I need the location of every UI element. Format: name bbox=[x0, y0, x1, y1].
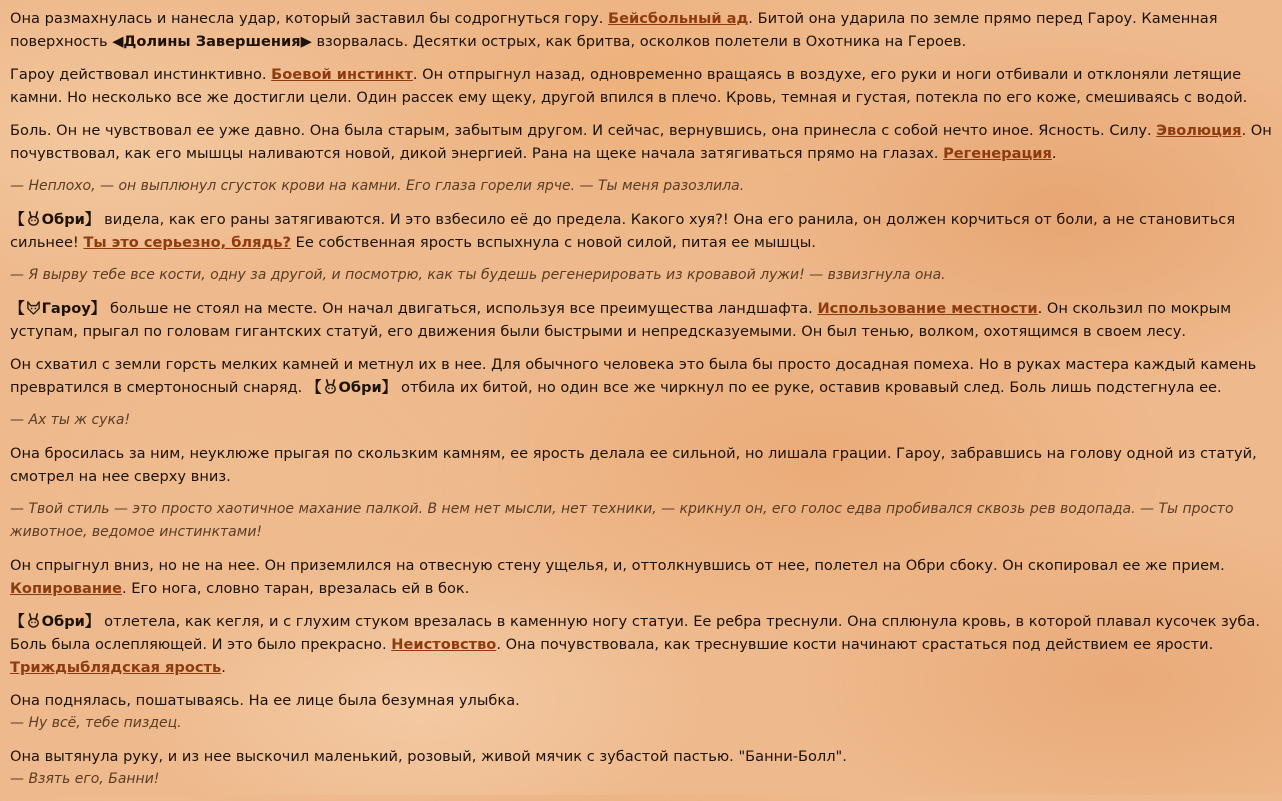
dialogue-line: — Я вырву тебе все кости, одну за другой, и посмотрю, как ты будешь регенерировать из кровавой лужи! — взвизгнула она. bbox=[10, 267, 946, 283]
dialogue-line: — Твой стиль — это просто хаотичное махание палкой. В нем нет мысли, нет техники, — крикнул он, его голос едва пробивался сквозь рев водопада. — Ты просто животное, ведомое инстинктами! bbox=[10, 501, 1234, 540]
character-tag-aubrey: 【 Обри】 bbox=[306, 379, 397, 396]
location-name: ◀Долины Завершения▶ bbox=[112, 33, 312, 50]
bunny-icon bbox=[26, 613, 41, 628]
skill-link-regeneration[interactable]: Регенерация bbox=[943, 145, 1052, 162]
skill-link-battle-instinct[interactable]: Боевой инстинкт bbox=[271, 66, 413, 83]
paragraph-5: 【 Гароу】 больше не стоял на месте. Он начал двигаться, используя все преимущества ландшафта. Использование местности. Он скользил по мокрым уступам, прыгал по головам гигантских статуй, его движения были быстрыми и непредсказуемыми. Он был тенью, волком, охотящимся в своем лесу. bbox=[10, 300, 1232, 340]
paragraph-7: Она бросилась за ним, неуклюже прыгая по скользким камням, ее ярость делала ее сильной, но лишала грации. Гароу, забравшись на голову одной из статуй, смотрел на нее сверху вниз. bbox=[10, 445, 1257, 485]
paragraph-1: Она размахнулась и нанесла удар, который заставил бы содрогнуться гору. Бейсбольный ад. Битой она ударила по земле прямо перед Гароу. Каменная поверхность ◀Долины Завершения▶ взорвалась. Десятки острых, как бритва, осколков полетели в Охотника на Героев. bbox=[10, 10, 1218, 50]
paragraph-6: Он схватил с земли горсть мелких камней и метнул их в нее. Для обычного человека это была бы просто досадная помеха. Но в руках мастера каждый камень превратился в смертоносный снаряд. 【 Обри】 отбила их битой, но один все же чиркнул по ее руке, оставив кровавый след. Боль лишь подстегнула ее. bbox=[10, 356, 1257, 396]
dialogue-line: — Ах ты ж сука! bbox=[10, 412, 131, 428]
skill-link-baseball-hell[interactable]: Бейсбольный ад bbox=[608, 10, 749, 27]
skill-link-seriously[interactable]: Ты это серьезно, блядь? bbox=[83, 234, 291, 251]
story-text bbox=[10, 7, 1272, 801]
skill-link-evolution[interactable]: Эволюция bbox=[1156, 122, 1242, 139]
skill-link-frenzy[interactable]: Неистовство bbox=[391, 636, 497, 653]
paragraph-11: Она вытянула руку, и из нее выскочил маленький, розовый, живой мячик с зубастой пастью. "Банни-Болл". bbox=[10, 748, 847, 765]
paragraph-2: Гароу действовал инстинктивно. Боевой инстинкт. Он отпрыгнул назад, одновременно вращаясь в воздухе, его руки и ноги отбивали и отклоняли летящие камни. Но несколько все же достигли цели. Один рассек ему щеку, другой впился в плечо. Кровь, темная и густая, потекла по его коже, смешиваясь с водой. bbox=[10, 66, 1248, 106]
paragraph-4: 【 Обри】 видела, как его раны затягиваются. И это взбесило её до предела. Какого хуя?! Она его ранила, он должен корчиться от боли, а не становиться сильнее! Ты это серьезно, блядь? Ее собственная ярость вспыхнула с новой силой, питая ее мышцы. bbox=[10, 211, 1236, 251]
paragraph-8: Он спрыгнул вниз, но не на нее. Он приземлился на отвесную стену ущелья, и, оттолкнувшись от нее, полетел на Обри сбоку. Он скопировал ее же прием. Копирование. Его нога, словно таран, врезалась ей в бок. bbox=[10, 557, 1225, 597]
paragraph-9: 【 Обри】 отлетела, как кегля, и с глухим стуком врезалась в каменную ногу статуи. Ее ребра треснули. Она сплюнула кровь, в которой плавал кусочек зуба. Боль была ослепляющей. И это было прекрасно. Неистовство. Она почувствовала, как треснувшие кости начинают срастаться под действием ее ярости. Триждыблядская ярость. bbox=[10, 613, 1261, 676]
character-tag-aubrey: 【 Обри】 bbox=[10, 613, 100, 630]
dialogue-line: — Ну всё, тебе пиздец. bbox=[10, 715, 182, 731]
wolf-icon bbox=[26, 300, 41, 315]
bunny-icon bbox=[26, 211, 41, 226]
skill-link-copy[interactable]: Копирование bbox=[10, 580, 123, 597]
paragraph-3: Боль. Он не чувствовал ее уже давно. Она была старым, забытым другом. И сейчас, вернувшись, она принесла с собой нечто иное. Ясность. Силу. Эволюция. Он почувствовал, как его мышцы наливаются новой, дикой энергией. Рана на щеке начала затягиваться прямо на глазах. Регенерация. bbox=[10, 122, 1272, 162]
character-tag-garou: 【 Гароу】 bbox=[10, 300, 106, 317]
bunny-icon bbox=[323, 379, 338, 394]
dialogue-line: — Взять его, Банни! bbox=[10, 771, 160, 787]
character-tag-aubrey: 【 Обри】 bbox=[10, 211, 100, 228]
paragraph-10: Она поднялась, пошатываясь. На ее лице была безумная улыбка. bbox=[10, 692, 520, 709]
dialogue-line: — Неплохо, — он выплюнул сгусток крови на камни. Его глаза горели ярче. — Ты меня разозлила. bbox=[10, 178, 745, 194]
skill-link-triple-rage[interactable]: Триждыблядская ярость bbox=[10, 659, 222, 676]
skill-link-terrain-use[interactable]: Использование местности bbox=[817, 300, 1038, 317]
